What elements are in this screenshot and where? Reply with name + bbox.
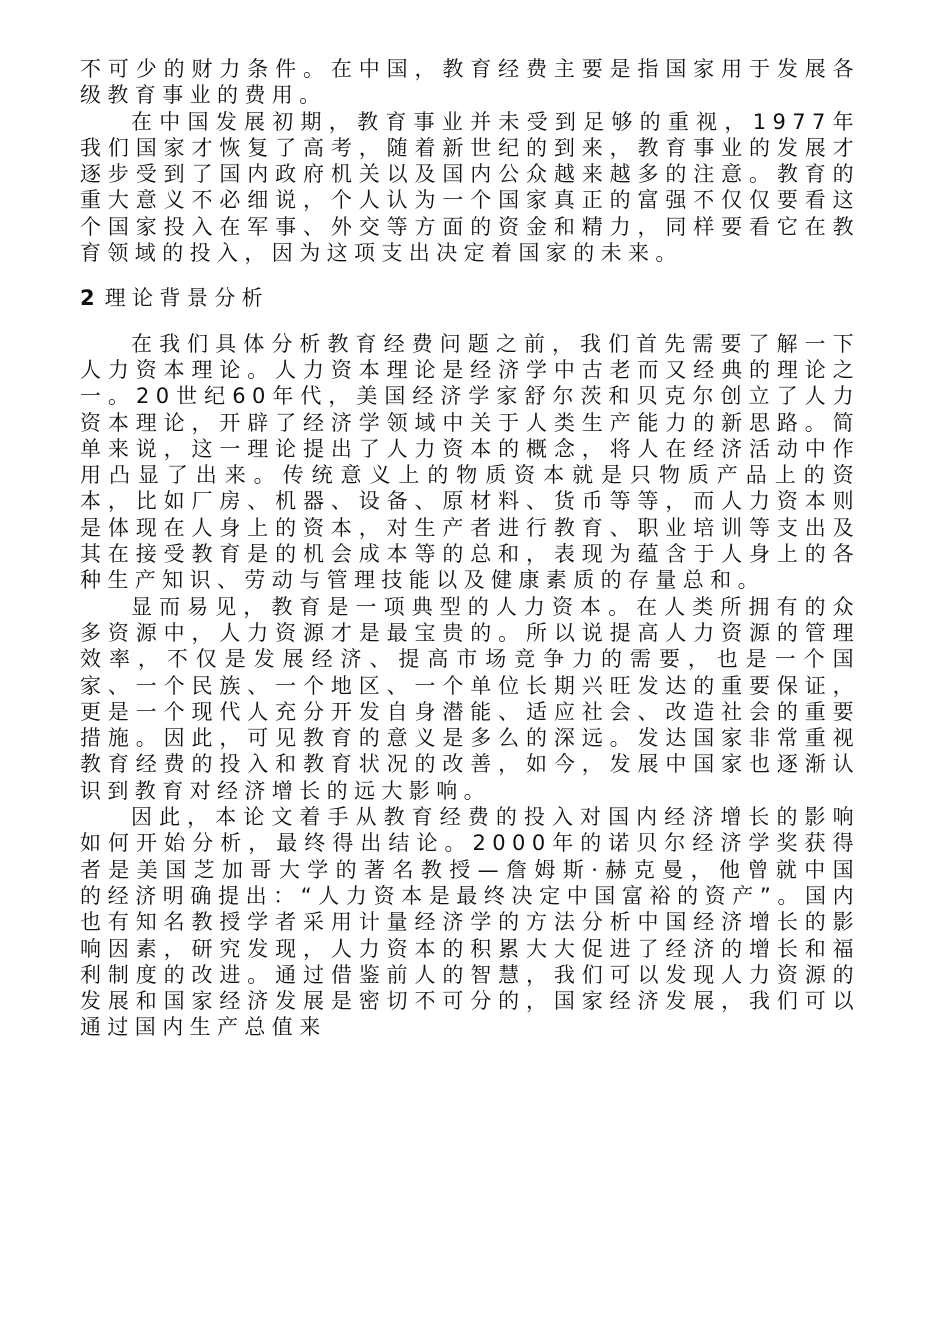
section-heading [80,285,860,311]
paragraph-human-capital-theory: 在我们具体分析教育经费问题之前，我们首先需要了解一下人力资本理论。人力资本理论是经济学中古老而又经典的理论之一。20世纪60年代，美国经济学家舒尔茨和贝克尔创立了人力资本理论，开辟了经济学领域中关于人类生产能力的新思路。简单来说，这一理论提出了人力资本的概念，将人在经济活动中作用凸显了出来。传统意义上的物质资本就是只物质产品上的资本，比如厂房、机器、设备、原材料、货币等等，而人力资本则是体现在人身上的资本，对生产者进行教育、职业培训等支出及其在接受教育是的机会成本等的总和，表现为蕴含于人身上的各种生产知识、劳动与管理技能以及健康素质的存量总和。 [80,331,860,593]
paragraph-thesis-approach: 因此，本论文着手从教育经费的投入对国内经济增长的影响如何开始分析，最终得出结论。2000年的诺贝尔经济学奖获得者是美国芝加哥大学的著名教授—詹姆斯·赫克曼，他曾就中国的经济明确提出：“人力资本是最终决定中国富裕的资产”。国内也有知名教授学者采用计量经济学的方法分析中国经济增长的影响因素，研究发现，人力资本的积累大大促进了经济的增长和福利制度的改进。通过借鉴前人的智慧，我们可以发现人力资源的发展和国家经济发展是密切不可分的，国家经济发展，我们可以通过国内生产总值来 [80,805,860,1040]
paragraph-education-history: 在中国发展初期，教育事业并未受到足够的重视，1977年我们国家才恢复了高考，随着新世纪的到来，教育事业的发展才逐步受到了国内政府机关以及国内公众越来越多的注意。教育的重大意义不必细说，个人认为一个国家真正的富强不仅仅要看这个国家投入在军事、外交等方面的资金和精力，同样要看它在教育领域的投入，因为这项支出决定着国家的未来。 [80,109,860,266]
document-page [80,56,860,1041]
paragraph-education-as-capital: 显而易见，教育是一项典型的人力资本。在人类所拥有的众多资源中，人力资源才是最宝贵的。所以说提高人力资源的管理效率，不仅是发展经济、提高市场竞争力的需要，也是一个国家、一个民族、一个地区、一个单位长期兴旺发达的重要保证，更是一个现代人充分开发自身潜能、适应社会、改造社会的重要措施。因此，可见教育的意义是多么的深远。发达国家非常重视教育经费的投入和教育状况的改善，如今，发展中国家也逐渐认识到教育对经济增长的远大影响。 [80,594,860,803]
section-title: 理论背景分析 [104,286,270,311]
section-number: 2 [80,286,95,311]
paragraph-continuation: 不可少的财力条件。在中国，教育经费主要是指国家用于发展各级教育事业的费用。 [80,57,860,108]
